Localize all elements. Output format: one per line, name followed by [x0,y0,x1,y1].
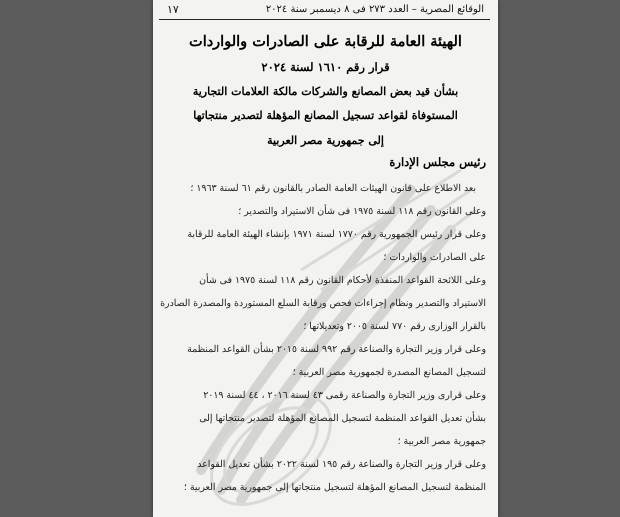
body-line: على الصادرات والواردات ؛ [383,252,486,263]
running-header [159,3,490,20]
body-line: الاستيراد والتصدير ونظام إجراءات فحص ورقابة السلع المستوردة والمصدرة الصادرة [160,298,486,309]
body-line: وعلى قرارى وزير التجارة والصناعة رقمى ٤٣ لسنة ٢٠١٦ ، ٤٤ لسنة ٢٠١٩ [203,390,486,401]
body-line: وعلى قرار وزير التجارة والصناعة رقم ١٩٥ لسنة ٢٠٢٢ بشأن تعديل القواعد [197,459,486,470]
subject-line-3: إلى جمهورية مصر العربية [267,134,384,147]
page-number: ١٧ [167,3,179,16]
body-line: وعلى قرار وزير التجارة والصناعة رقم ٩٩٢ لسنة ٢٠١٥ بشأن القواعد المنظمة [187,344,486,355]
authority-title: الهيئة العامة للرقابة على الصادرات والواردات [189,33,462,50]
body-line: لتسجيل المصانع المصدرة لجمهورية مصر العربية ؛ [292,367,486,378]
body-line: وعلى القانون رقم ١١٨ لسنة ١٩٧٥ فى شأن الاستيراد والتصدير ؛ [238,206,486,217]
running-title: الوقائع المصرية – العدد ٢٧٣ فى ٨ ديسمبر سنة ٢٠٢٤ [265,4,484,15]
decree-number: قرار رقم ١٦١٠ لسنة ٢٠٢٤ [261,60,390,74]
body-line: وعلى قرار رئيس الجمهورية رقم ١٧٧٠ لسنة ١٩٧١ بإنشاء الهيئة العامة للرقابة [187,229,486,240]
body-line: بالقرار الوزارى رقم ٧٧٠ لسنة ٢٠٠٥ وتعديلاتها ؛ [303,321,486,332]
body-line: وعلى اللائحة القواعد المنفذة لأحكام القانون رقم ١١٨ لسنة ١٩٧٥ فى شأن [199,275,486,286]
issuer-heading: رئيس مجلس الإدارة [389,155,486,169]
subject-line-2: المستوفاة لقواعد تسجيل المصانع المؤهلة لتصدير منتجاتها [193,109,458,122]
body-line: المنظمة لتسجيل المصانع المؤهلة لتسجيل منتجاتها إلى جمهورية مصر العربية ؛ [183,482,486,493]
subject-line-1: بشأن قيد بعض المصانع والشركات مالكة العلامات التجارية [192,85,459,98]
body-line: بعد الاطلاع على قانون الهيئات العامة الصادر بالقانون رقم ٦١ لسنة ١٩٦٣ ؛ [190,183,476,194]
body-line: بشأن تعديل القواعد المنظمة لتسجيل المصانع المؤهلة لتصدير منتجاتها إلى [199,413,486,424]
body-line: جمهورية مصر العربية ؛ [397,436,486,447]
document-page [153,0,498,517]
